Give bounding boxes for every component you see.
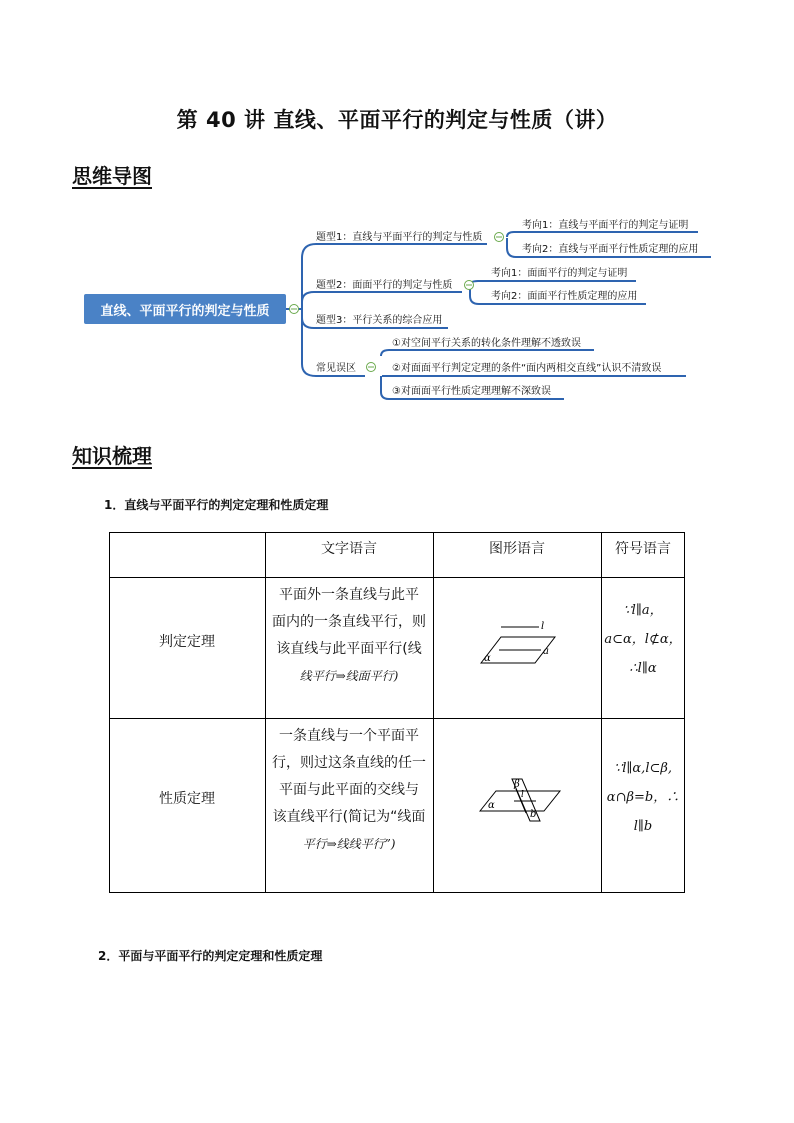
fig2-label-l: l [521,790,524,800]
line-plane-parallel-figure [477,617,559,667]
fig2-label-alpha: α [488,800,495,811]
row2-symbol-description: ∵l∥α,l⊂β, α∩β=b，∴ l∥b [606,761,680,834]
mindmap-connectors [0,0,794,420]
knowledge-heading: 知识梳理 [72,444,152,468]
row2-text-description: 一条直线与一个平面平 行，则过这条直线的任一 平面与此平面的交线与 该直线平行(简记为“线面 平行⇒线线平行”) [272,728,426,851]
mindmap-branch-2: 题型2：面面平行的判定与性质 [316,280,453,291]
theorem-table [109,532,685,893]
mindmap-leaf-1-1: 考向1：直线与平面平行的判定与证明 [522,220,689,231]
mindmap-branch-3: 题型3：平行关系的综合应用 [316,315,443,326]
mindmap-leaf-2-1: 考向1：面面平行的判定与证明 [491,268,628,279]
fig1-label-alpha: α [484,653,491,664]
mindmap-leaf-2-2: 考向2：面面平行性质定理的应用 [491,291,638,302]
fig1-label-l: l [541,621,545,632]
mindmap-leaf-4-2: ②对面面平行判定定理的条件“面内两相交直线”认识不清致误 [392,363,662,374]
mindmap-branch-4: 常见误区 [316,363,356,374]
header-figure-language: 图形语言 [489,541,545,557]
paragraph-2: 2．平面与平面平行的判定定理和性质定理 [98,949,323,963]
mindmap-heading: 思维导图 [72,164,152,188]
fig2-label-beta: β [514,779,520,790]
row1-symbol-description: ∵l∥a， a⊂α，l⊄α， ∴l∥α [604,603,682,676]
plane-intersection-figure [478,775,562,825]
mindmap-root-node: 直线、平面平行的判定与性质 [84,294,286,324]
fig2-label-b: b [530,809,537,820]
mindmap-leaf-1-2: 考向2：直线与平面平行性质定理的应用 [522,244,699,255]
paragraph-1: 1．直线与平面平行的判定定理和性质定理 [104,498,329,512]
fig1-label-a: a [543,646,549,657]
row-name-criterion: 判定定理 [159,634,215,650]
row1-text-description: 平面外一条直线与此平 面内的一条直线平行，则 该直线与此平面平行(线 线平行⇒线面平行) [272,587,426,683]
mindmap-branch-1: 题型1：直线与平面平行的判定与性质 [316,232,483,243]
page-title: 第 40 讲 直线、平面平行的判定与性质（讲） [176,108,618,132]
mindmap-leaf-4-3: ③对面面平行性质定理理解不深致误 [392,386,551,397]
mindmap-leaf-4-1: ①对空间平行关系的转化条件理解不透致误 [392,338,581,349]
header-text-language: 文字语言 [321,541,377,557]
row-name-property: 性质定理 [159,791,215,807]
header-symbol-language: 符号语言 [615,541,671,557]
